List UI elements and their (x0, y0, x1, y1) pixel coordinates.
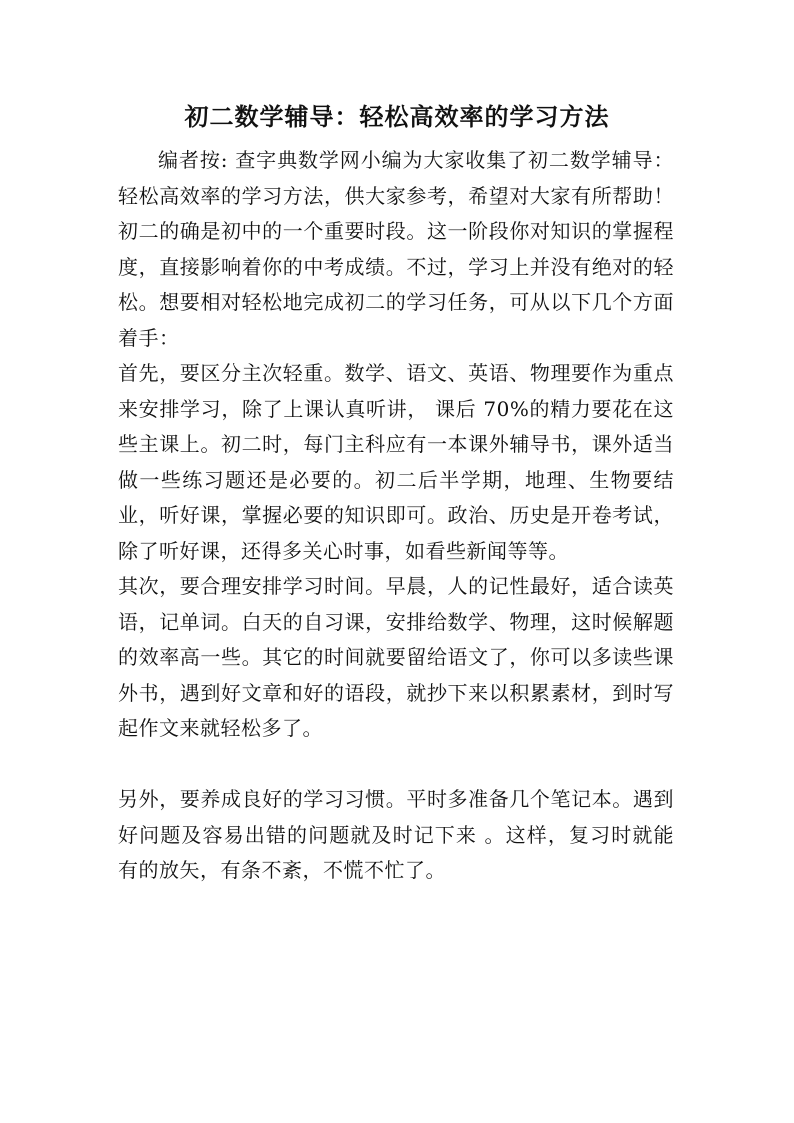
document-title: 初二数学辅导：轻松高效率的学习方法 (184, 103, 610, 131)
document-body (118, 143, 674, 889)
paragraph-second: 其次，要合理安排学习时间。早晨，人的记性最好，适合读英语，记单词。白天的自习课，安排给数学、物理，这时候解题的效率高一些。其它的时间就要留给语文了，你可以多读些课外书，遇到好文章和好的语段，就抄下来以积累素材，到时写起作文来就轻松多了。 (118, 574, 674, 740)
paragraph-third: 另外，要养成良好的学习习惯。平时多准备几个笔记本。遇到好问题及容易出错的问题就及时记下来 。这样，复习时就能有的放矢，有条不紊，不慌不忙了。 (118, 787, 674, 882)
paragraph-spacer (118, 747, 674, 783)
paragraph-intro: 编者按: 查字典数学网小编为大家收集了初二数学辅导：轻松高效率的学习方法，供大家参考，希望对大家有所帮助！初二的确是初中的一个重要时段。这一阶段你对知识的掌握程度，直接影响着你的中考成绩。不过，学习上并没有绝对的轻松。想要相对轻松地完成初二的学习任务，可从以下几个方面着手： (118, 148, 674, 350)
paragraph-first: 首先，要区分主次轻重。数学、语文、英语、物理要作为重点来安排学习，除了上课认真听讲， 课后 70%的精力要花在这些主课上。初二时，每门主科应有一本课外辅导书，课外适当做一些练习题还是必要的。初二后半学期，地理、生物要结业，听好课，掌握必要的知识即可。政治、历史是开卷考试，除了听好课，还得多关心时事，如看些新闻等等。 (118, 361, 674, 563)
